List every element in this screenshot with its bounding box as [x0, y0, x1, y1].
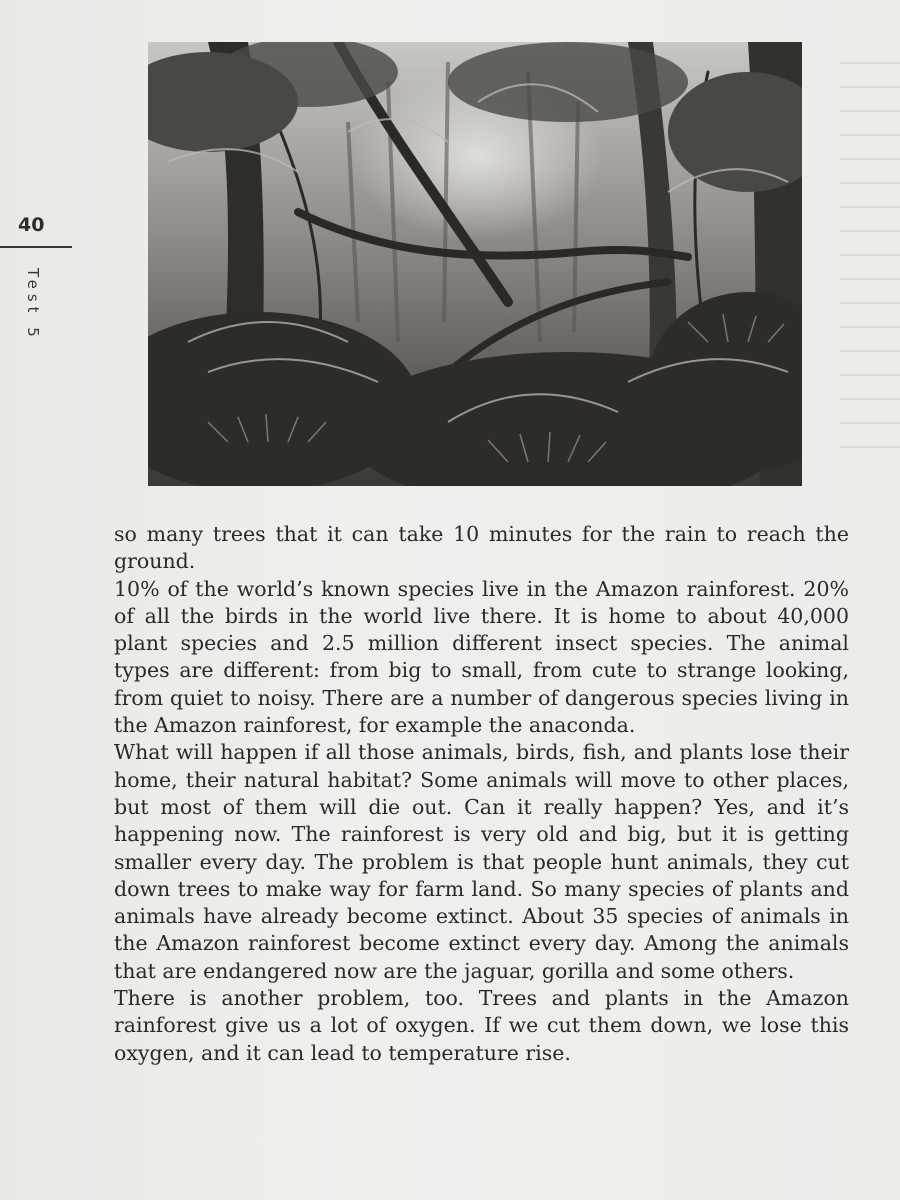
article-body — [114, 521, 849, 1067]
article-paragraph: There is another problem, too. Trees and plants in the Amazon rainforest give us a lot of oxygen. If we cut them down, we lose this oxygen, and it can lead to temperature rise. — [114, 986, 849, 1065]
section-label: Test 5 — [24, 268, 42, 342]
page-number: 40 — [18, 214, 45, 236]
page-number-rule — [0, 246, 72, 248]
rainforest-illustration — [148, 42, 802, 486]
article-paragraph: so many trees that it can take 10 minutes for the rain to reach the ground. — [114, 522, 849, 574]
bleed-through-text — [840, 40, 900, 460]
article-paragraph: 10% of the world’s known species live in the Amazon rainforest. 20% of all the birds in the world live there. It is home to about 40,000 plant species and 2.5 million different insect species. The animal types are different: from big to small, from cute to strange looking, from quiet to noisy. There are a number of dangerous species living in the Amazon rainforest, for example the anaconda. — [114, 576, 849, 738]
rainforest-photo — [148, 42, 802, 486]
article-paragraph: What will happen if all those animals, birds, fish, and plants lose their home, their natural habitat? Some animals will move to other places, but most of them will die out. Can it really happen? Yes, and it’s happening now. The rainforest is very old and big, but it is getting smaller every day. The problem is that people hunt animals, they cut down trees to make way for farm land. So many species of plants and animals have already become extinct. About 35 species of animals in the Amazon rainforest become extinct every day. Among the animals that are endangered now are the jaguar, gorilla and some others. — [114, 740, 849, 983]
